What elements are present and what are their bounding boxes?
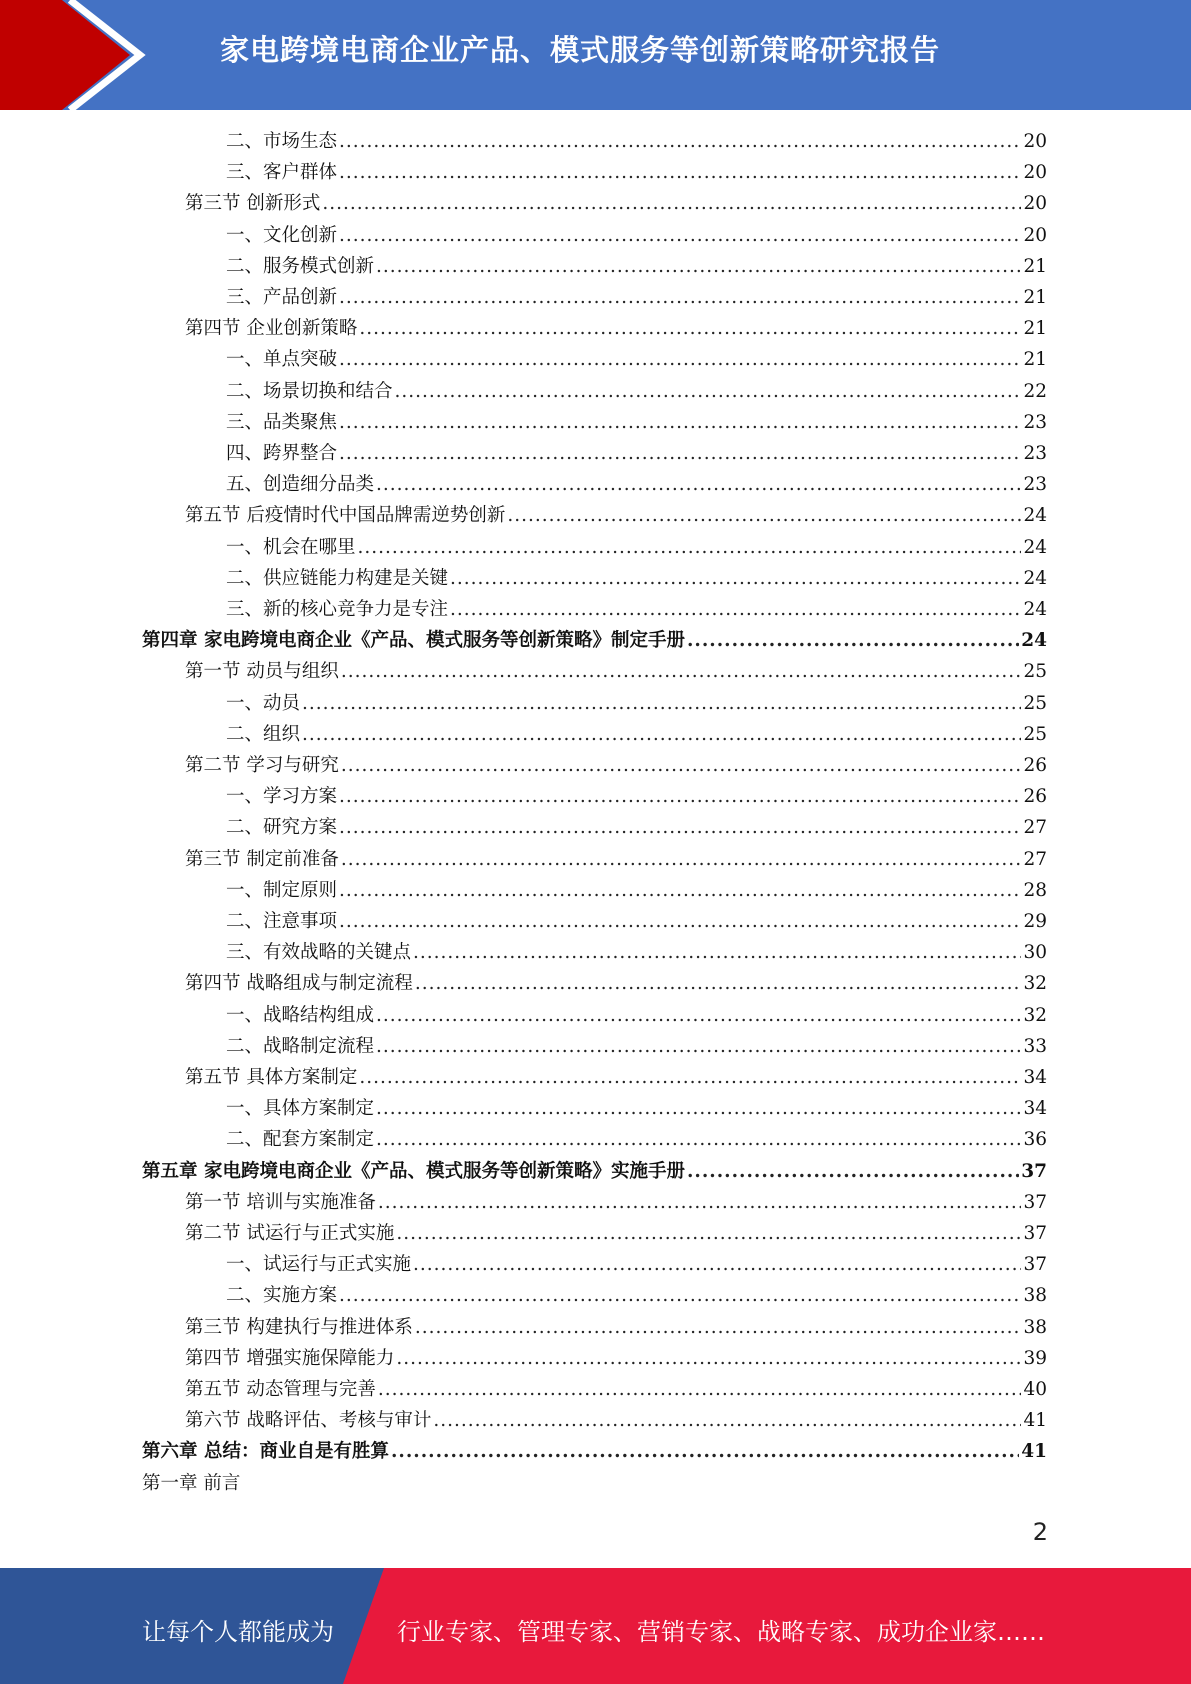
toc-entry-label: 一、具体方案制定 [226, 1098, 375, 1120]
toc-entry[interactable] [226, 939, 1047, 967]
toc-entry-page: 37 [1023, 1191, 1047, 1213]
toc-entry-label: 二、服务模式创新 [226, 255, 375, 277]
toc-dot-leader [341, 658, 1022, 686]
toc-entry-page: 24 [1023, 599, 1047, 620]
toc-dot-leader [376, 253, 1021, 281]
toc-entry-label: 第四节 战略组成与制定流程 [185, 973, 413, 995]
toc-entry-page: 24 [1023, 567, 1047, 589]
toc-entry[interactable] [226, 690, 1047, 718]
toc-entry-page: 29 [1023, 911, 1047, 932]
toc-entry-label: 一、单点突破 [226, 349, 338, 371]
toc-entry[interactable] [185, 1407, 1047, 1435]
toc-entry-label: 二、场景切换和结合 [226, 380, 393, 402]
footer-slogan-left: 让每个人都能成为 [142, 1618, 334, 1646]
toc-dot-leader [339, 346, 1021, 374]
toc-entry[interactable] [142, 1438, 1047, 1466]
toc-entry[interactable] [185, 846, 1047, 874]
toc-entry[interactable] [185, 752, 1047, 780]
toc-entry-page: 34 [1023, 1067, 1047, 1088]
toc-dot-leader [376, 1002, 1021, 1030]
toc-entry-label: 二、供应链能力构建是关键 [226, 567, 449, 589]
toc-entry-page: 27 [1023, 817, 1047, 839]
toc-entry-label: 一、动员 [226, 692, 301, 714]
toc-dot-leader [339, 814, 1021, 842]
toc-dot-leader [302, 690, 1021, 718]
toc-entry-label: 一、制定原则 [226, 879, 338, 901]
toc-entry[interactable] [226, 222, 1047, 250]
toc-dot-leader [413, 939, 1021, 967]
toc-entry-page: 39 [1023, 1347, 1047, 1369]
header-chevron-decoration [0, 0, 160, 110]
toc-entry-label: 一、文化创新 [226, 224, 338, 246]
toc-dot-leader [341, 752, 1022, 780]
toc-dot-leader [396, 1345, 1021, 1373]
toc-entry-label: 第二节 试运行与正式实施 [185, 1223, 395, 1244]
toc-dot-leader [339, 908, 1021, 936]
toc-entry[interactable] [185, 970, 1047, 998]
toc-dot-leader [687, 627, 1019, 655]
toc-entry[interactable] [226, 814, 1047, 842]
toc-entry-label: 二、组织 [226, 723, 301, 745]
toc-entry[interactable] [226, 565, 1047, 593]
toc-dot-leader [507, 502, 1021, 530]
page-footer [0, 1568, 1191, 1684]
toc-entry-page: 21 [1023, 255, 1047, 277]
toc-dot-leader [302, 721, 1021, 749]
toc-entry-page: 23 [1023, 443, 1047, 464]
toc-entry-page: 24 [1023, 505, 1047, 527]
toc-entry-page: 28 [1023, 879, 1047, 901]
toc-dot-leader [358, 534, 1022, 562]
toc-entry[interactable] [185, 190, 1047, 218]
toc-dot-leader [687, 1158, 1019, 1186]
toc-dot-leader [339, 877, 1021, 905]
toc-entry-page: 32 [1023, 1004, 1047, 1026]
toc-dot-leader [339, 409, 1021, 437]
toc-entry-label: 一、机会在哪里 [226, 536, 356, 558]
toc-entry-page: 24 [1023, 536, 1047, 558]
toc-dot-leader [450, 565, 1021, 593]
toc-entry-label: 二、战略制定流程 [226, 1035, 375, 1057]
toc-entry-label: 二、市场生态 [226, 131, 338, 152]
toc-entry[interactable] [185, 502, 1047, 530]
toc-dot-leader [339, 159, 1021, 187]
toc-entry[interactable] [226, 471, 1047, 499]
toc-entry[interactable] [142, 627, 1047, 655]
toc-entry[interactable] [226, 877, 1047, 905]
toc-dot-leader [395, 378, 1022, 406]
toc-entry-label: 二、注意事项 [226, 911, 338, 932]
toc-dot-leader [376, 1095, 1021, 1123]
toc-entry[interactable] [226, 159, 1047, 187]
toc-entry-page: 23 [1023, 474, 1047, 496]
toc-entry-label: 四、跨界整合 [226, 443, 338, 464]
toc-entry-label: 第二节 学习与研究 [185, 755, 339, 776]
toc-entry-page: 20 [1023, 162, 1047, 184]
toc-entry[interactable] [226, 1033, 1047, 1061]
toc-entry-page: 37 [1023, 1223, 1047, 1244]
toc-entry-page: 20 [1023, 224, 1047, 246]
toc-entry-label: 第五节 动态管理与完善 [185, 1379, 376, 1400]
toc-entry[interactable] [226, 128, 1047, 156]
footer-slogan-right: 行业专家、管理专家、营销专家、战略专家、成功企业家…… [397, 1618, 1045, 1646]
toc-entry[interactable] [185, 1376, 1047, 1404]
toc-entry-page: 25 [1023, 692, 1047, 714]
toc-entry[interactable] [226, 409, 1047, 437]
toc-entry-page: 34 [1023, 1098, 1047, 1120]
toc-entry-label: 一、战略结构组成 [226, 1004, 375, 1026]
toc-entry-label: 第一节 培训与实施准备 [185, 1191, 376, 1213]
toc-entry-page: 33 [1023, 1035, 1047, 1057]
report-title: 家电跨境电商企业产品、模式服务等创新策略研究报告 [220, 33, 941, 67]
toc-entry[interactable] [226, 1282, 1047, 1310]
toc-entry-label: 二、实施方案 [226, 1285, 338, 1307]
toc-entry-label: 第四节 增强实施保障能力 [185, 1347, 395, 1369]
toc-entry-label: 三、品类聚焦 [226, 411, 338, 433]
toc-entry[interactable] [226, 284, 1047, 312]
toc-dot-leader [359, 1064, 1021, 1092]
toc-dot-leader [341, 846, 1022, 874]
toc-entry[interactable] [226, 1002, 1047, 1030]
toc-entry-label: 第三节 创新形式 [185, 193, 321, 215]
toc-entry-page: 37 [1023, 1254, 1047, 1276]
toc-entry-label: 第四章 家电跨境电商企业《产品、模式服务等创新策略》制定手册 [142, 630, 685, 652]
toc-entry[interactable] [185, 1345, 1047, 1373]
toc-entry-label: 第六章 总结：商业自是有胜算 [142, 1441, 389, 1463]
toc-dot-leader [339, 284, 1021, 312]
toc-entry[interactable] [142, 1158, 1047, 1186]
toc-dot-leader [415, 1314, 1022, 1342]
toc-entry-page: 32 [1023, 973, 1047, 995]
toc-entry[interactable] [185, 1314, 1047, 1342]
toc-entry[interactable] [226, 253, 1047, 281]
toc-dot-leader [376, 471, 1021, 499]
toc-entry-page: 21 [1023, 287, 1047, 308]
toc-entry[interactable] [226, 346, 1047, 374]
toc-entry-page: 20 [1023, 193, 1047, 215]
toc-dot-leader [339, 440, 1021, 468]
toc-entry-label: 第五节 具体方案制定 [185, 1067, 358, 1088]
toc-entry-label: 第一节 动员与组织 [185, 661, 339, 683]
toc-dot-leader [339, 222, 1021, 250]
toc-entry[interactable] [226, 721, 1047, 749]
toc-entry-page: 37 [1021, 1160, 1047, 1182]
toc-entry[interactable] [226, 1095, 1047, 1123]
toc-entry[interactable] [226, 1126, 1047, 1154]
toc-entry[interactable] [185, 1189, 1047, 1217]
toc-dot-leader [359, 315, 1021, 343]
toc-dot-leader [415, 970, 1022, 998]
toc-entry-page: 23 [1023, 411, 1047, 433]
toc-entry-page: 26 [1023, 786, 1047, 808]
toc-dot-leader [396, 1220, 1021, 1248]
toc-entry[interactable] [226, 378, 1047, 406]
toc-entry-label: 五、创造细分品类 [226, 474, 375, 496]
toc-entry-label: 二、研究方案 [226, 817, 338, 839]
toc-entry-label: 第五节 后疫情时代中国品牌需逆势创新 [185, 505, 506, 527]
toc-entry[interactable] [226, 783, 1047, 811]
toc-entry[interactable] [185, 1064, 1047, 1092]
toc-entry[interactable] [226, 440, 1047, 468]
toc-entry-label: 一、学习方案 [226, 786, 338, 808]
toc-entry-page: 27 [1023, 848, 1047, 870]
toc-dot-leader [376, 1033, 1021, 1061]
toc-entry[interactable] [185, 1220, 1047, 1248]
toc-dot-leader [339, 128, 1021, 156]
toc-trailing-heading: 第一章 前言 [142, 1472, 241, 1494]
toc-entry-page: 41 [1023, 1410, 1047, 1432]
toc-dot-leader [378, 1189, 1022, 1217]
page-number: 2 [1032, 1518, 1048, 1546]
toc-entry-page: 30 [1023, 942, 1047, 964]
toc-entry-page: 25 [1023, 661, 1047, 683]
toc-entry-page: 38 [1023, 1316, 1047, 1338]
toc-dot-leader [378, 1376, 1022, 1404]
toc-entry-label: 二、配套方案制定 [226, 1129, 375, 1151]
toc-dot-leader [339, 1282, 1021, 1310]
toc-entry[interactable] [226, 534, 1047, 562]
page-header [0, 0, 1191, 110]
toc-entry[interactable] [226, 1251, 1047, 1279]
toc-entry-label: 第三节 构建执行与推进体系 [185, 1316, 413, 1338]
toc-entry-page: 22 [1023, 380, 1047, 402]
toc-entry-page: 38 [1023, 1285, 1047, 1307]
toc-dot-leader [339, 783, 1021, 811]
toc-entry-page: 26 [1023, 755, 1047, 776]
toc-dot-leader [450, 596, 1021, 624]
toc-dot-leader [391, 1438, 1019, 1466]
toc-entry-page: 24 [1021, 630, 1047, 652]
toc-entry[interactable] [185, 658, 1047, 686]
toc-dot-leader [376, 1126, 1021, 1154]
toc-entry-page: 25 [1023, 723, 1047, 745]
toc-entry-page: 21 [1023, 318, 1047, 340]
toc-entry-label: 第六节 战略评估、考核与审计 [185, 1410, 432, 1432]
toc-entry[interactable] [226, 908, 1047, 936]
toc-dot-leader [413, 1251, 1021, 1279]
toc-dot-leader [322, 190, 1021, 218]
toc-entry-label: 三、客户群体 [226, 162, 338, 184]
toc-entry-page: 41 [1021, 1441, 1047, 1463]
toc-entry-label: 三、新的核心竞争力是专注 [226, 599, 449, 620]
toc-entry[interactable] [185, 315, 1047, 343]
toc-dot-leader [433, 1407, 1021, 1435]
toc-entry-page: 40 [1023, 1379, 1047, 1400]
toc-entry-label: 第三节 制定前准备 [185, 848, 339, 870]
toc-entry-page: 20 [1023, 131, 1047, 152]
toc-entry-label: 第五章 家电跨境电商企业《产品、模式服务等创新策略》实施手册 [142, 1160, 685, 1182]
toc-entry-label: 三、产品创新 [226, 287, 338, 308]
toc-entry-page: 21 [1023, 349, 1047, 371]
toc-entry-label: 第四节 企业创新策略 [185, 318, 358, 340]
toc-entry-label: 一、试运行与正式实施 [226, 1254, 412, 1276]
toc-entry[interactable] [226, 596, 1047, 624]
toc-entry-page: 36 [1023, 1129, 1047, 1151]
toc-entry-label: 三、有效战略的关键点 [226, 942, 412, 964]
